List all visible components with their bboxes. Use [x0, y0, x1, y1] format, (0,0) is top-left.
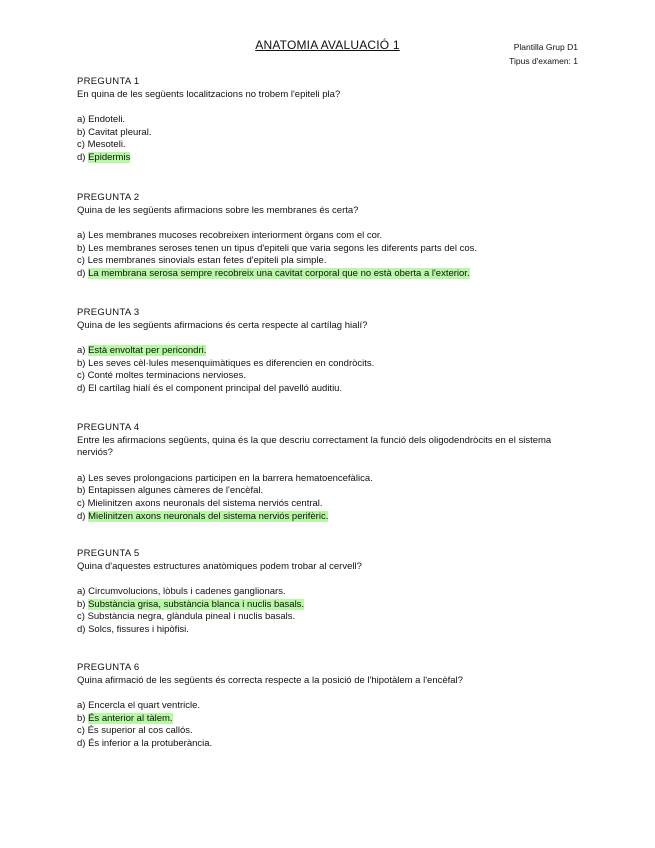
option-letter: d) [77, 382, 89, 394]
option-text: Les seves prolongacions participen en la barrera hematoencefàlica. [88, 472, 373, 484]
option-text: Les membranes seroses tenen un tipus d'epiteli que varia segons les diferents parts del cos. [88, 242, 477, 254]
answer-option [77, 243, 577, 256]
option-letter: c) [77, 611, 88, 623]
option-letter: d) [77, 737, 89, 749]
answer-option [77, 255, 577, 268]
option-text: La membrana serosa sempre recobreix una cavitat corporal que no està oberta a l'exterior. [88, 267, 470, 279]
exam-type-label: Tipus d'examen: 1 [509, 56, 578, 66]
answer-option [77, 611, 577, 624]
question-text: En quina de les següents localitzacions no trobem l'epiteli pla? [77, 88, 341, 100]
option-letter: a) [77, 472, 89, 484]
option-letter: c) [77, 139, 88, 151]
question-text: Quina d'aquestes estructures anatòmiques podem trobar al cervell? [77, 560, 362, 572]
option-letter: b) [77, 126, 89, 138]
option-text: Substància negra, glàndula pineal i nuclis basals. [87, 611, 296, 623]
option-letter: a) [77, 700, 89, 712]
question-text: Quina de les següents afirmacions sobre les membranes és certa? [77, 204, 359, 216]
option-letter: d) [77, 510, 89, 522]
option-text: Mielinitzen axons neuronals del sistema nerviós perifèric. [88, 510, 329, 522]
option-letter: d) [77, 623, 89, 635]
answer-option [77, 700, 577, 713]
option-text: Circumvolucions, lòbuls i cadenes ganglionars. [88, 586, 286, 598]
answer-options [77, 345, 577, 395]
option-letter: b) [77, 598, 89, 610]
option-letter: d) [77, 267, 89, 279]
option-text: Encercla el quart ventricle. [88, 700, 201, 712]
option-text: Substància grisa, substància blanca i nuclis basals. [88, 598, 305, 610]
answer-option [77, 473, 577, 486]
correct-answer-option [77, 152, 577, 165]
answer-option [77, 485, 577, 498]
option-text: Està envoltat per pericondri. [88, 345, 207, 357]
option-letter: a) [77, 114, 89, 126]
option-text: Cavitat pleural. [88, 126, 152, 138]
answer-options [77, 473, 577, 523]
answer-option [77, 127, 577, 140]
question-number: PREGUNTA 3 [77, 307, 140, 318]
question-number: PREGUNTA 4 [77, 422, 140, 433]
option-letter: c) [77, 497, 88, 509]
option-text: És anterior al tàlem. [88, 712, 173, 724]
option-text: Conté moltes terminacions nervioses. [87, 370, 246, 382]
option-text: Endoteli. [88, 114, 126, 126]
answer-option [77, 586, 577, 599]
answer-option [77, 114, 577, 127]
option-letter: a) [77, 586, 89, 598]
answer-option [77, 738, 577, 751]
question-block [77, 76, 577, 165]
answer-options [77, 230, 577, 280]
answer-option [77, 383, 577, 396]
question-text: Quina afirmació de les següents és correcta respecte a la posició de l'hipotàlem a l'encèfal? [77, 674, 463, 686]
option-text: És inferior a la protuberància. [88, 737, 213, 749]
answer-option [77, 139, 577, 152]
answer-option [77, 358, 577, 371]
question-block [77, 662, 577, 751]
question-number: PREGUNTA 1 [77, 76, 140, 87]
answer-option [77, 624, 577, 637]
option-text: Mielinitzen axons neuronals del sistema nerviós central. [87, 497, 323, 509]
option-letter: b) [77, 242, 89, 254]
option-letter: b) [77, 357, 89, 369]
option-text: El cartílag hialí és el component principal del pavelló auditiu. [88, 382, 343, 394]
option-letter: c) [77, 725, 88, 737]
question-block [77, 422, 577, 523]
question-block [77, 548, 577, 637]
question-number: PREGUNTA 6 [77, 662, 140, 673]
correct-answer-option [77, 599, 577, 612]
answer-options [77, 586, 577, 636]
option-text: És superior al cos callós. [87, 725, 193, 737]
option-letter: d) [77, 151, 89, 163]
option-text: Epidermis [88, 151, 131, 163]
correct-answer-option [77, 511, 577, 524]
exam-title: ANATOMIA AVALUACIÓ 1 [255, 38, 400, 52]
option-letter: a) [77, 230, 89, 242]
option-text: Entapissen algunes càmeres de l'encèfal. [88, 485, 264, 497]
option-letter: b) [77, 485, 89, 497]
correct-answer-option [77, 345, 577, 358]
option-text: Les seves cèl·lules mesenquimàtiques es diferencien en condròcits. [88, 357, 375, 369]
answer-options [77, 114, 577, 164]
answer-option [77, 370, 577, 383]
answer-option [77, 498, 577, 511]
option-letter: a) [77, 345, 89, 357]
option-letter: b) [77, 712, 89, 724]
answer-option [77, 725, 577, 738]
group-label: Plantilla Grup D1 [513, 42, 578, 52]
question-number: PREGUNTA 5 [77, 548, 140, 559]
correct-answer-option [77, 268, 577, 281]
question-number: PREGUNTA 2 [77, 192, 140, 203]
option-text: Mesoteli. [87, 139, 126, 151]
question-block [77, 192, 577, 281]
question-block [77, 307, 577, 396]
option-letter: c) [77, 370, 88, 382]
answer-option [77, 230, 577, 243]
answer-options [77, 700, 577, 750]
question-text: Quina de les següents afirmacions és certa respecte al cartílag hialí? [77, 319, 368, 331]
option-text: Les membranes mucoses recobreixen interiorment òrgans com el cor. [88, 230, 383, 242]
option-letter: c) [77, 255, 88, 267]
option-text: Solcs, fissures i hipòfisi. [88, 623, 189, 635]
correct-answer-option [77, 713, 577, 726]
option-text: Les membranes sinovials estan fetes d'epiteli pla simple. [87, 255, 327, 267]
question-text: Entre les afirmacions següents, quina és la que descriu correctament la funció dels oligodendròcits en el sistema nerviós? [77, 434, 552, 459]
